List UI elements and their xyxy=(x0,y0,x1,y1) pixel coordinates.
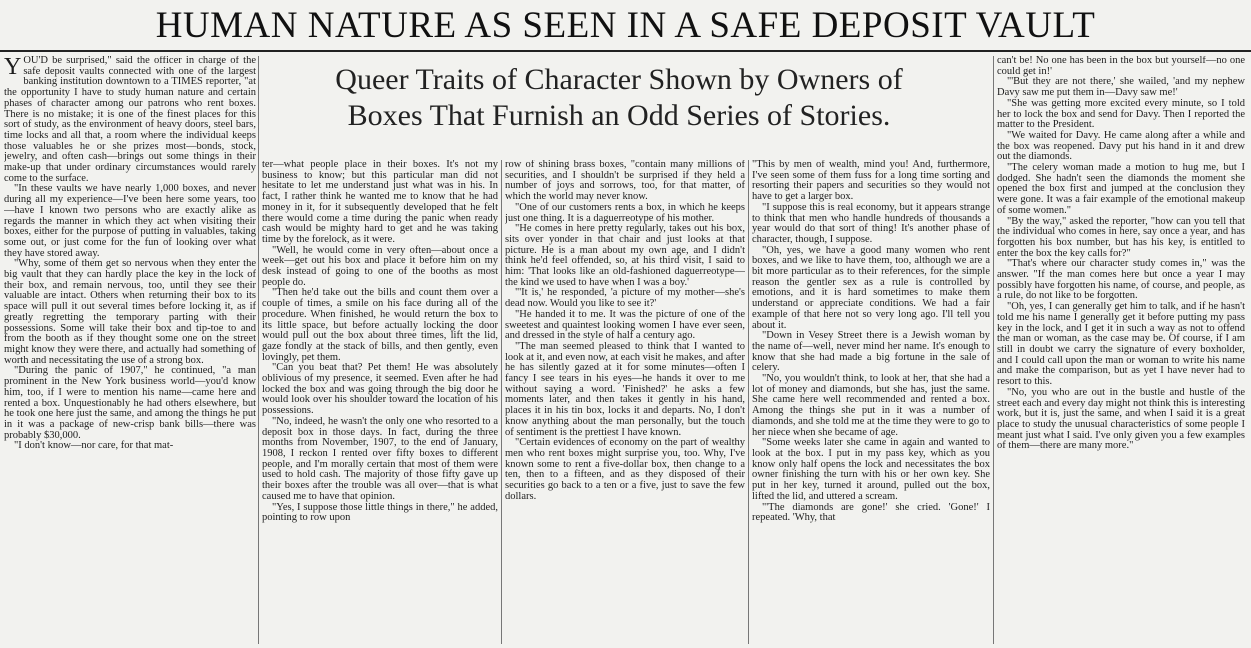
column-4-paragraph-1: "This by men of wealth, mind you! And, furthermore, I've seen some of them fuss for a long time sorting and resorting their papers and securities so they would not have to get a larger box. xyxy=(752,160,990,203)
column-5 xyxy=(997,56,1245,644)
column-4-paragraph-6: "Some weeks later she came in again and wanted to look at the box. I put in my pass key, which as you know only half opens the lock and necessitates the box owner finishing the turn with his or her own key. She put in her key, turned it around, pulled out the box, lifted the lid, and uttered a scream. xyxy=(752,437,990,502)
column-2-paragraph-6: "Yes, I suppose those little things in there," he added, pointing to row upon xyxy=(262,501,498,524)
column-3-paragraph-5: "He handed it to me. It was the picture of one of the sweetest and quaintest looking women I have ever seen, and dressed in the style of half a century ago. xyxy=(505,308,745,342)
column-2-paragraph-2: "Well, he would come in very often—about once a week—get out his box and place it before him on my desk instead of going to one of the booths as most people do. xyxy=(262,244,498,288)
column-4-paragraph-2: "I suppose this is real economy, but it appears strange to think that men who handle hundreds of thousands a year would do that sort of thing! It's another phase of character, though, I suppose. xyxy=(752,201,990,245)
column-divider xyxy=(501,160,502,644)
column-3-paragraph-7: "Certain evidences of economy on the part of wealthy men who rent boxes might surprise you, too. Why, I've known some to rent a five-dollar box, then change to a ten, then to a fifteen, and as they disposed of their securities go back to a ten or a five, just to save the few dollars. xyxy=(505,437,745,502)
column-1 xyxy=(4,56,256,644)
column-5-paragraph-1: can't be! No one has been in the box but yourself—no one could get in!' xyxy=(997,56,1245,77)
column-1-paragraph-4: "During the panic of 1907," he continued, "a man prominent in the New York business world—you'd know him, too, if I were to mention his name—came here and rented a box. Unquestionably he had others elsewhere, but he took one here just the same, and among the things he put in it was a package of new-crisp bank bills—there was probably $30,000. xyxy=(4,365,256,441)
column-4-paragraph-5: "No, you wouldn't think, to look at her, that she had a lot of money and diamonds, but she has, just the same. She came here well recommended and rented a box. Among the things she put in it was a number of diamonds, and she told me at the time they were to go to her niece when she became of age. xyxy=(752,373,990,438)
column-4-paragraph-3: "Oh, yes, we have a good many women who rent boxes, and we like to have them, too, although we are a bit more particular as to their references, for the simple reason the gentler sex as a rule is controlled by emotions, and it is hard sometimes to make them understand or appreciate conditions. We had a fair example of that here not so very long ago. I'll tell you about it. xyxy=(752,244,990,331)
column-5-paragraph-3: "She was getting more excited every minute, so I told her to lock the box and send for Davy. Then I reported the matter to the President. xyxy=(997,97,1245,131)
column-3-paragraph-6: "The man seemed pleased to think that I wanted to look at it, and even now, at each visit he makes, and after he has silently gazed at it for some minutes—often I fancy I see tears in his eyes—he hands it over to me without saying a word. 'Finished?' he asks a few moments later, and then takes it gently in his hand, places it in his tin box, locks it and departs. No, I don't know anything about the man personally, but the touch of sentiment is the prettiest I have known. xyxy=(505,340,745,438)
headline: HUMAN NATURE AS SEEN IN A SAFE DEPOSIT VAULT xyxy=(155,5,1096,46)
drop-cap: Y xyxy=(4,56,22,80)
column-5-paragraph-9: "No, you who are out in the bustle and hustle of the street each and every day might not think this is interesting work, but it is, just the same, and when I said it is a great place to study the unusual characteristics of some people I meant just what I said. I've only given you a few examples of them—there are many more." xyxy=(997,386,1245,452)
column-3-paragraph-2: "One of our customers rents a box, in which he keeps just one thing. It is a daguerreotype of his mother. xyxy=(505,201,745,224)
column-1-paragraph-5: "I don't know—nor care, for that mat- xyxy=(14,440,174,452)
subheadline xyxy=(262,62,976,154)
column-4-paragraph-7: "'The diamonds are gone!' she cried. 'Gone!' I repeated. 'Why, that xyxy=(752,501,990,524)
subheadline-line-2: Boxes That Furnish an Odd Series of Stories. xyxy=(347,99,891,132)
column-5-paragraph-2: "'But they are not there,' she wailed, 'and my nephew Davy saw me put them in—Davy saw me!' xyxy=(997,76,1245,99)
column-2-paragraph-5: "No, indeed, he wasn't the only one who resorted to a deposit box in those days. In fact, during the three months from November, 1907, to the end of January, 1908, I reckon I rented over fifty boxes to different people, and I'm morally certain that most of them were used to hold cash. The majority of those fifty gave up their boxes after the trouble was all over—that is what caused me to have that opinion. xyxy=(262,415,498,502)
column-1-paragraph-3: "Why, some of them get so nervous when they enter the big vault that they can hardly place the key in the lock of their box, and remain nervous, too, until they see their valuable are intact. Others when returning their box to its space will pull it out several times before locking it, as if greatly regretting the temporary parting with their possessions. Some will take their box and tip-toe to and from the booth as if they thought some one on the street might know they were there, and actually had something of worth and necessitating the use of a strong box. xyxy=(4,258,256,366)
column-3-paragraph-1: row of shining brass boxes, "contain many millions of securities, and I shouldn't be surprised if they held a number of joys and sorrows, too, for that matter, of which the world may never know. xyxy=(505,160,745,203)
column-4 xyxy=(752,160,990,644)
column-divider xyxy=(748,160,749,644)
column-2 xyxy=(262,160,498,644)
column-divider xyxy=(993,56,994,644)
column-3 xyxy=(505,160,745,644)
column-5-paragraph-6: "By the way," asked the reporter, "how can you tell that the individual who comes in here, say once a year, and has forgotten his box number, but has his key, is entitled to enter the box the key calls for?" xyxy=(997,215,1245,259)
column-5-paragraph-8: "Oh, yes, I can generally get him to talk, and if he hasn't told me his name I generally get it before putting my pass key in the lock, and I get it in such a way as not to offend the man or woman, as the case may be. Of course, if I am still in doubt we carry the signature of every boxholder, and I could call upon the man or woman to write his name and make the comparison, but as yet I have never had to resort to this. xyxy=(997,301,1245,388)
column-5-paragraph-7: "That's where our character study comes in," was the answer. "If the man comes here but once a year I may possibly have forgotten his name, of course, and people, as a rule, do not like to be forgotten. xyxy=(997,258,1245,302)
headline-rule xyxy=(0,50,1251,52)
column-4-paragraph-4: "Down in Vesey Street there is a Jewish woman by the name of—well, never mind her name. It's enough to know that she had made a big fortune in the sale of celery. xyxy=(752,330,990,374)
column-3-paragraph-3: "He comes in here pretty regularly, takes out his box, sits over yonder in that chair and just looks at that picture. He is a man about my own age, and I didn't think he'd feel offended, so, at his third visit, I said to him: 'That looks like an old-fashioned daguerreotype—the kind we used to have when I was a boy.' xyxy=(505,223,745,288)
column-2-paragraph-3: "Then he'd take out the bills and count them over a couple of times, a smile on his face during all of the procedure. When finished, he would return the box to its little space, but before actually locking the door would pull out the box about three times, lift the lid, gaze fondly at the stack of bills, and then gently, even lovingly, pet them. xyxy=(262,287,498,363)
column-1-paragraph-2: "In these vaults we have nearly 1,000 boxes, and never during all my experience—I've been here some years, too—have I known two persons who are exactly alike as regards the manner in which they act when visiting their boxes, either for the purpose of putting in valuables, taking some out, or just come for the fun of looking over what they have stored away. xyxy=(4,183,256,259)
column-5-paragraph-5: "The celery woman made a motion to hug me, but I dodged. She hadn't seen the diamonds the moment she opened the box first and jumped at the conclusion they were gone. It was a fair example of the emotional makeup of some women." xyxy=(997,162,1245,216)
column-divider xyxy=(258,56,259,644)
column-5-paragraph-4: "We waited for Davy. He came along after a while and the box was reopened. Davy put his hand in it and drew out the diamonds. xyxy=(997,129,1245,163)
subheadline-line-1: Queer Traits of Character Shown by Owners of xyxy=(335,63,903,96)
column-2-paragraph-4: "Can you beat that? Pet them! He was absolutely oblivious of my presence, it seemed. Even after he had locked the box and was going through the big door he would look over his shoulder toward the location of his possessions. xyxy=(262,362,498,417)
column-2-paragraph-1: ter—what people place in their boxes. It's not my business to know; but this particular man did not hesitate to let me understand just what was in his. In fact, I rather think he wanted me to know that he had money in it, for it subsequently developed that he felt there would come a time during the panic when ready cash would be mighty hard to get and he was taking time by the forelock, as it were. xyxy=(262,160,498,245)
column-3-paragraph-4: "'It is,' he responded, 'a picture of my mother—she's dead now. Would you like to see it?' xyxy=(505,287,745,310)
column-1-paragraph-1: YOU'D be surprised," said the officer in charge of the safe deposit vaults connected with one of the largest banking institution downtown to a TIMES reporter, "at the opportunity I have to study human nature and certain phases of character among our patrons who rent boxes. There is no mistake; it is one of the finest places for this sort of study, as the environment of heavy doors, steel bars, time locks and all that, a room where the individual keeps those valuables he or she prizes most—bonds, stock, jewelry, and often cash—brings out some things in their make-up that under ordinary circumstances would rarely come to the surface. xyxy=(4,56,256,184)
